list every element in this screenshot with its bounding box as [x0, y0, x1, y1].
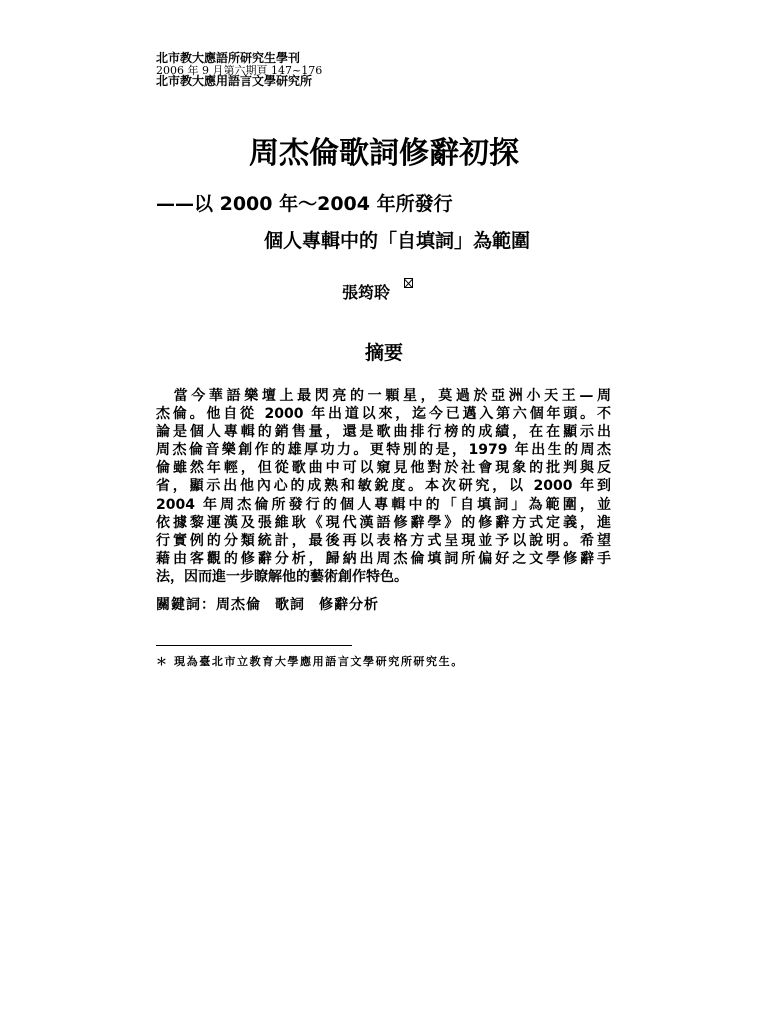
issue-info: 2006 年 9 月第六期頁 147~176: [156, 64, 323, 77]
abstract-line: 當今華語樂壇上最閃亮的一顆星，莫過於亞洲小天王—周: [156, 388, 611, 404]
paper-title: 周杰倫歌詞修辭初探: [249, 136, 519, 171]
abstract-line: 藉由客觀的修辭分析，歸納出周杰倫填詞所偏好之文學修辭手: [156, 550, 611, 567]
abstract-line: 法，因而進一步瞭解他的藝術創作特色。: [156, 568, 408, 585]
paper-subtitle-line-1: ——以 2000 年～2004 年所發行: [156, 193, 453, 215]
author-name: 張筠聆: [342, 283, 391, 302]
paper-subtitle-line-2: 個人專輯中的「自填詞」為範圍: [264, 230, 531, 252]
footnote-divider: [156, 645, 352, 646]
abstract-line: 行實例的分類統計，最後再以表格方式呈現並予以說明。希望: [156, 532, 611, 549]
journal-header: [156, 52, 456, 92]
abstract-line: 依據黎運漢及張維耿《現代漢語修辭學》的修辭方式定義，進: [156, 514, 611, 531]
footnote-marker-icon: [404, 278, 413, 288]
keywords: [156, 595, 379, 615]
abstract-line: 2004 年周杰倫所發行的個人專輯中的「自填詞」為範圍，並: [156, 496, 611, 513]
keyword: 修辭分析: [319, 597, 379, 613]
abstract-line: 杰倫。他自從 2000 年出道以來，迄今已邁入第六個年頭。不: [156, 406, 611, 423]
abstract-heading: 摘要: [364, 342, 403, 364]
abstract-line: 省，顯示出他內心的成熟和敏銳度。本次研究，以 2000 年到: [156, 478, 611, 495]
abstract-line: 周杰倫音樂創作的雄厚功力。更特別的是，1979 年出生的周杰: [156, 442, 611, 459]
journal-name: 北市教大應語所研究生學刊: [156, 51, 301, 65]
institute-name: 北市教大應用語言文學研究所: [156, 74, 313, 88]
keyword: 周杰倫: [216, 597, 261, 613]
keywords-label: 關鍵詞：: [156, 597, 216, 613]
abstract-line: 倫雖然年輕，但從歌曲中可以窺見他對於社會現象的批判與反: [156, 460, 611, 477]
keyword: 歌詞: [275, 597, 305, 613]
footnote: ＊ 現為臺北市立教育大學應用語言文學研究所研究生。: [156, 655, 464, 668]
abstract-body: [156, 387, 611, 586]
abstract-line: 論是個人專輯的銷售量，還是歌曲排行榜的成績，在在顯示出: [156, 424, 611, 441]
